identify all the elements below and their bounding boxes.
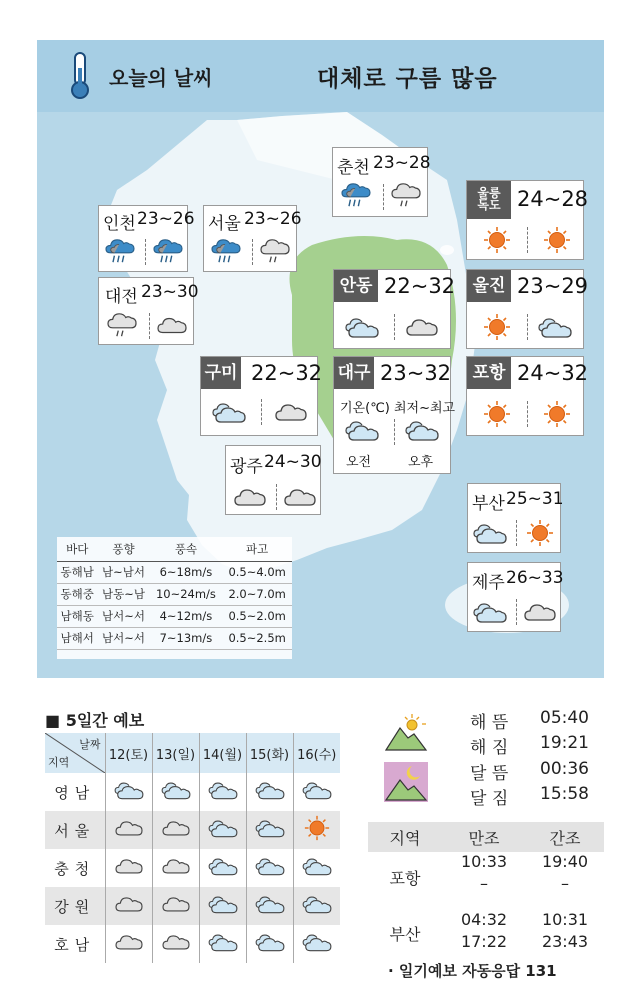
city-temp: 23~32: [380, 361, 452, 385]
forecast-header-row: [45, 733, 340, 773]
city-card-busan: [467, 483, 564, 553]
sun-cloud-icon: [207, 853, 239, 879]
city-name: 대전: [105, 287, 138, 307]
forecast-row: [45, 773, 340, 811]
sun-cloud-icon: [254, 777, 286, 803]
low-tide-2: –: [561, 874, 569, 893]
cloud-gray-icon: [232, 482, 268, 512]
forecast-row: [45, 849, 340, 887]
sea-cell: 남동~남: [97, 583, 149, 605]
city-card-gwangju: [225, 445, 321, 515]
rain-cloud-icon: [339, 181, 373, 209]
day-header: 13(일): [152, 733, 199, 773]
city-name: 울진: [472, 276, 506, 296]
rain-cloud-icon: [103, 237, 137, 265]
sun-cloud-icon: [207, 891, 239, 917]
cloud-gray-icon: [160, 853, 192, 879]
sun-cloud-icon: [301, 777, 333, 803]
region-name: 강원: [45, 887, 105, 925]
low-tide-1: 10:31: [541, 910, 589, 929]
city-card-incheon: [98, 205, 195, 272]
city-card-daejeon: [98, 277, 199, 345]
city-card-daegu: [333, 356, 456, 474]
sea-header: 풍속: [150, 537, 223, 561]
cloud-gray-icon: [160, 815, 192, 841]
sun-icon: [479, 225, 515, 255]
sun-cloud-icon: [254, 929, 286, 955]
city-card-seoul: [203, 205, 302, 272]
city-temp: 22~32: [251, 361, 323, 385]
city-temp: 23~28: [373, 153, 431, 173]
city-name: 춘천: [337, 158, 370, 178]
city-temp: 24~28: [517, 187, 589, 211]
city-name: 부산: [472, 494, 505, 514]
map-panel: [37, 40, 604, 678]
city-tag: [467, 270, 511, 302]
tide-header: 지역: [389, 829, 421, 848]
cloud-gray-icon: [113, 853, 145, 879]
cloud-gray-icon: [155, 311, 189, 339]
high-tide-1: 10:33: [460, 852, 508, 871]
city-tag: [467, 357, 511, 389]
sun-cloud-icon: [404, 415, 440, 445]
region-name: 충청: [45, 849, 105, 887]
moon-mountain-icon: [384, 762, 428, 802]
sun-cloud-icon: [207, 815, 239, 841]
sunset-label: 해 짐: [470, 738, 509, 758]
moonrise-time: 00:36: [540, 759, 589, 779]
high-tide-1: 04:32: [460, 910, 508, 929]
weather-summary: 대체로 구름 많음: [317, 66, 498, 92]
city-name: 안동: [339, 276, 373, 296]
sea-cell: 남해서: [57, 627, 97, 649]
sea-cell: 동해남: [57, 561, 97, 583]
thermometer-icon: [67, 50, 93, 100]
five-day-forecast-table: [45, 733, 340, 963]
corner-top: 날짜: [79, 738, 101, 751]
sun-cloud-icon: [254, 891, 286, 917]
tide-table: [368, 822, 604, 964]
sea-cell: 남서~서: [97, 627, 149, 649]
city-name: 제주: [472, 573, 505, 593]
cloud-gray-icon: [522, 597, 558, 627]
sun-cloud-icon: [472, 518, 508, 548]
city-card-chuncheon: [332, 147, 431, 217]
cloud-gray-icon: [273, 397, 309, 427]
cloud-gray-icon: [113, 891, 145, 917]
sea-header: 파고: [222, 537, 292, 561]
phone-info: · 일기예보 자동응답 131: [388, 962, 557, 980]
pm-label: 오후: [408, 455, 434, 470]
region-name: 영남: [45, 773, 105, 811]
sea-cell: 0.5~4.0m: [222, 561, 292, 583]
city-name: 포항: [472, 363, 506, 383]
sea-cell: 4~12m/s: [150, 605, 223, 627]
city-temp: 26~33: [506, 568, 564, 588]
sea-row: [57, 627, 292, 649]
sunrise-label: 해 뜸: [470, 713, 509, 733]
city-temp: 23~30: [141, 282, 199, 302]
sunrise-time: 05:40: [540, 708, 589, 728]
sunset-time: 19:21: [540, 733, 589, 753]
forecast-row: [45, 887, 340, 925]
city-name: 인천: [103, 214, 136, 234]
city-name: 광주: [230, 457, 263, 477]
city-name-line2: 독도: [477, 198, 501, 212]
city-temp: 22~32: [384, 274, 456, 298]
sea-cell: 동해중: [57, 583, 97, 605]
sun-icon: [539, 399, 575, 429]
header-title: 오늘의 날씨: [109, 66, 213, 90]
sun-cloud-icon: [301, 929, 333, 955]
sea-cell: 0.5~2.0m: [222, 605, 292, 627]
sun-cloud-icon: [301, 853, 333, 879]
sun-cloud-icon: [472, 597, 508, 627]
sun-cloud-icon: [537, 312, 573, 342]
region-name: 호남: [45, 925, 105, 963]
tide-header: 간조: [549, 829, 581, 848]
day-header: 16(수): [293, 733, 340, 773]
forecast-row: [45, 925, 340, 963]
sea-cell: 7~13m/s: [150, 627, 223, 649]
am-label: 오전: [346, 455, 372, 470]
sea-row: [57, 583, 292, 605]
header-bar: [37, 40, 604, 112]
low-tide-1: 19:40: [541, 852, 589, 871]
city-temp: 23~26: [244, 209, 302, 229]
city-name: 구미: [204, 363, 238, 383]
city-name-line1: 울릉: [477, 186, 501, 200]
city-card-jeju: [467, 562, 564, 632]
low-tide-2: 23:43: [541, 932, 589, 951]
sea-cell: 10~24m/s: [150, 583, 223, 605]
sun-icon: [479, 399, 515, 429]
high-tide-2: 17:22: [460, 932, 508, 951]
sea-cell: 남해동: [57, 605, 97, 627]
forecast-row: [45, 811, 340, 849]
day-header: 14(월): [199, 733, 246, 773]
moonset-label: 달 짐: [470, 789, 509, 809]
city-card-pohang: [466, 356, 589, 436]
sun-cloud-icon: [207, 777, 239, 803]
rain-cloud-icon: [151, 237, 185, 265]
tide-row-busan: [368, 908, 604, 964]
city-tag: [334, 357, 374, 389]
city-name: 서울: [208, 214, 241, 234]
day-header: 12(토): [105, 733, 152, 773]
sea-cell: 2.0~7.0m: [222, 583, 292, 605]
cloud-gray-icon: [160, 929, 192, 955]
cloud-gray-icon: [160, 891, 192, 917]
sun-mountain-icon: [384, 712, 428, 752]
sun-cloud-icon: [254, 853, 286, 879]
sea-cell: 남서~서: [97, 605, 149, 627]
sun-cloud-icon: [344, 312, 380, 342]
sea-forecast-table: [57, 537, 292, 659]
rain-cloud-gray-icon: [258, 237, 292, 265]
tide-row-pohang: [368, 852, 604, 908]
sea-cell: 남~남서: [97, 561, 149, 583]
sun-cloud-icon: [301, 891, 333, 917]
region-name: 서울: [45, 811, 105, 849]
sun-cloud-icon: [254, 815, 286, 841]
high-tide-2: –: [480, 874, 488, 893]
sun-cloud-icon: [207, 929, 239, 955]
sea-cell: 0.5~2.5m: [222, 627, 292, 649]
sun-icon: [522, 518, 558, 548]
city-temp: 23~26: [137, 209, 195, 229]
tide-header-row: [368, 822, 604, 852]
sun-icon: [300, 814, 334, 842]
sea-row: [57, 561, 292, 583]
city-temp: 25~31: [506, 489, 564, 509]
city-tag: [467, 181, 511, 219]
sea-cell: 6~18m/s: [150, 561, 223, 583]
tide-header: 만조: [468, 829, 500, 848]
temp-legend: 기온(℃) 최저~최고: [340, 401, 456, 416]
cloud-gray-icon: [113, 815, 145, 841]
sun-cloud-icon: [113, 777, 145, 803]
sea-row: [57, 605, 292, 627]
corner-cell: [45, 733, 105, 773]
sun-icon: [539, 225, 575, 255]
tide-region: 부산: [389, 925, 421, 944]
cloud-gray-icon: [404, 312, 440, 342]
rain-cloud-gray-icon: [389, 181, 423, 209]
sea-header: 풍향: [97, 537, 149, 561]
city-card-uljin: [466, 269, 589, 349]
city-temp: 23~29: [517, 274, 589, 298]
city-temp: 24~32: [517, 361, 589, 385]
city-tag: [201, 357, 241, 389]
city-temp: 24~30: [264, 452, 322, 472]
forecast-title: ■ 5일간 예보: [45, 711, 145, 730]
sea-header: 바다: [57, 537, 97, 561]
moonrise-label: 달 뜸: [470, 764, 509, 784]
city-card-gumi: [200, 356, 323, 436]
corner-bottom: 지역: [48, 756, 70, 769]
sun-cloud-icon: [344, 415, 380, 445]
sun-cloud-icon: [160, 777, 192, 803]
city-name: 대구: [337, 363, 371, 383]
rain-cloud-icon: [209, 237, 243, 265]
city-card-ulleung: [466, 180, 589, 260]
moonset-time: 15:58: [540, 784, 589, 804]
cloud-gray-icon: [282, 482, 318, 512]
rain-cloud-gray-icon: [105, 311, 139, 339]
day-header: 15(화): [246, 733, 293, 773]
cloud-gray-icon: [113, 929, 145, 955]
tide-region: 포항: [389, 869, 421, 888]
city-card-andong: [333, 269, 456, 349]
sun-cloud-icon: [211, 397, 247, 427]
city-tag: [334, 270, 378, 302]
sun-icon: [479, 312, 515, 342]
